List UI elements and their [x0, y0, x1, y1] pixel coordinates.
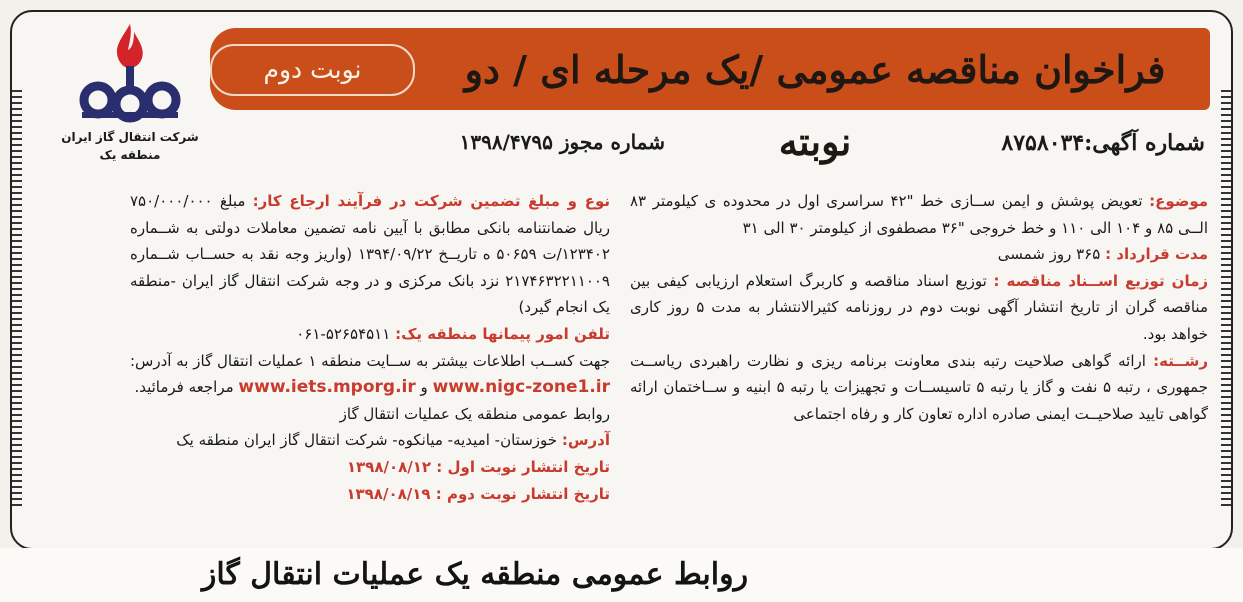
- notice-details-left: [130, 188, 610, 507]
- gas-flame-logo-icon: [64, 20, 196, 130]
- field-label: رشــته:: [1153, 351, 1208, 370]
- address-text: خوزستان- امیدیه- میانکوه- شرکت انتقال گاز ایران منطقه یک: [176, 431, 558, 450]
- second-publication-date: تاریخ انتشار نوبت دوم : ۱۳۹۸/۰۸/۱۹: [346, 484, 610, 503]
- distribution-text: توزیع اسناد مناقصه و کاربرگ استعلام ارزیابی کیفی بین مناقصه گران از تاریخ انتشار آگهی نوبت دوم در روزنامه کثیرالانتشار به مدت ۵ روز کاری خواهد بود.: [630, 271, 1208, 343]
- duration-text: ۳۶۵ روز شمسی: [997, 245, 1101, 264]
- info-paragraph: [130, 348, 610, 401]
- guarantee-paragraph: [130, 188, 610, 321]
- notice-title: فراخوان مناقصه عمومی /یک مرحله ای / دو نوبته: [464, 47, 1166, 164]
- refer-text: مراجعه فرمائید.: [134, 378, 234, 397]
- ad-number: شماره آگهی:۸۷۵۸۰۳۴: [1001, 130, 1205, 156]
- permit-number: شماره مجوز ۱۳۹۸/۴۷۹۵: [459, 130, 665, 154]
- address-paragraph: [130, 427, 610, 454]
- right-decorative-stripe: [1221, 90, 1231, 510]
- distribution-paragraph: [630, 268, 1208, 348]
- address-label: آدرس:: [561, 431, 610, 450]
- and-text: و: [420, 378, 428, 397]
- guarantee-label: نوع و مبلغ تضمین شرکت در فرآیند ارجاع کار:: [252, 192, 610, 210]
- info-text: جهت کســب اطلاعات بیشتر به ســایت منطقه ۱ عملیات انتقال گاز به آدرس:: [130, 351, 610, 370]
- phone-paragraph: [130, 321, 610, 348]
- duration-label: مدت قرارداد :: [1105, 245, 1208, 264]
- logo-caption-region: منطقه یک: [99, 148, 161, 162]
- notice-details-right: [630, 188, 1208, 427]
- logo-caption: [55, 128, 205, 164]
- website-link-nigc[interactable]: www.nigc-zone1.ir: [432, 377, 610, 398]
- phone-label: تلفن امور پیمانها منطقه یک:: [395, 324, 610, 343]
- public-relations-line: روابط عمومی منطقه یک عملیات انتقال گاز: [339, 404, 610, 423]
- field-text: ارائه گواهی صلاحیت رتبه بندی معاونت برنامه ریزی و نظارت راهبردی ریاســت جمهوری ، رتبه ۵ نفت و گاز یا رتبه ۵ تاسیســات و تجهیزات یا رتبه ۵ ابنیه و ســاختمان ارائه گواهی تایید صلاحیــت ایمنی صادره اداره تعاون کار و رفاه اجتماعی: [630, 351, 1208, 423]
- distribution-label: زمان توزیع اســناد مناقصه :: [993, 271, 1208, 290]
- round-badge: نوبت دوم: [210, 44, 415, 96]
- phone-text: ۵۲۶۵۴۵۱۱-۰۶۱: [296, 324, 391, 343]
- subject-text: تعویض پوشش و ایمن ســازی خط "۴۲ سراسری اول در محدوده ی کیلومتر ۸۳ الــی ۸۵ و ۱۰۴ الی ۱۱۰ و خط خروجی "۳۶ مصطفوی از کیلومتر ۳۰ الی ۳۱: [630, 192, 1208, 237]
- footer-signature: روابط عمومی منطقه یک عملیات انتقال گاز: [201, 557, 749, 592]
- field-paragraph: [630, 348, 1208, 428]
- guarantee-text: مبلغ ۷۵۰/۰۰۰/۰۰۰ ریال ضمانتنامه بانکی مطابق با آیین نامه تضمین معاملات دولتی به شــماره ۱۲۳۴۰۲/ت ۵۰۶۵۹ ه تاریــخ ۱۳۹۴/۰۹/۲۲ (واریز وجه نقد به حســاب شــماره ۲۱۷۴۶۳۲۲۱۱۰۰۹ نزد بانک مرکزی و در وجه شرکت انتقال گاز ایران -منطقه یک انجام گیرد): [130, 192, 610, 317]
- duration-paragraph: [630, 241, 1208, 268]
- website-link-iets[interactable]: www.iets.mporg.ir: [238, 377, 416, 398]
- first-publication-date: تاریخ انتشار نوبت اول : ۱۳۹۸/۰۸/۱۲: [346, 457, 610, 476]
- left-decorative-stripe: [12, 90, 22, 510]
- logo-caption-company: شرکت انتقال گاز ایران: [61, 130, 199, 144]
- subject-label: موضوع:: [1149, 192, 1209, 210]
- subject-paragraph: [630, 188, 1208, 241]
